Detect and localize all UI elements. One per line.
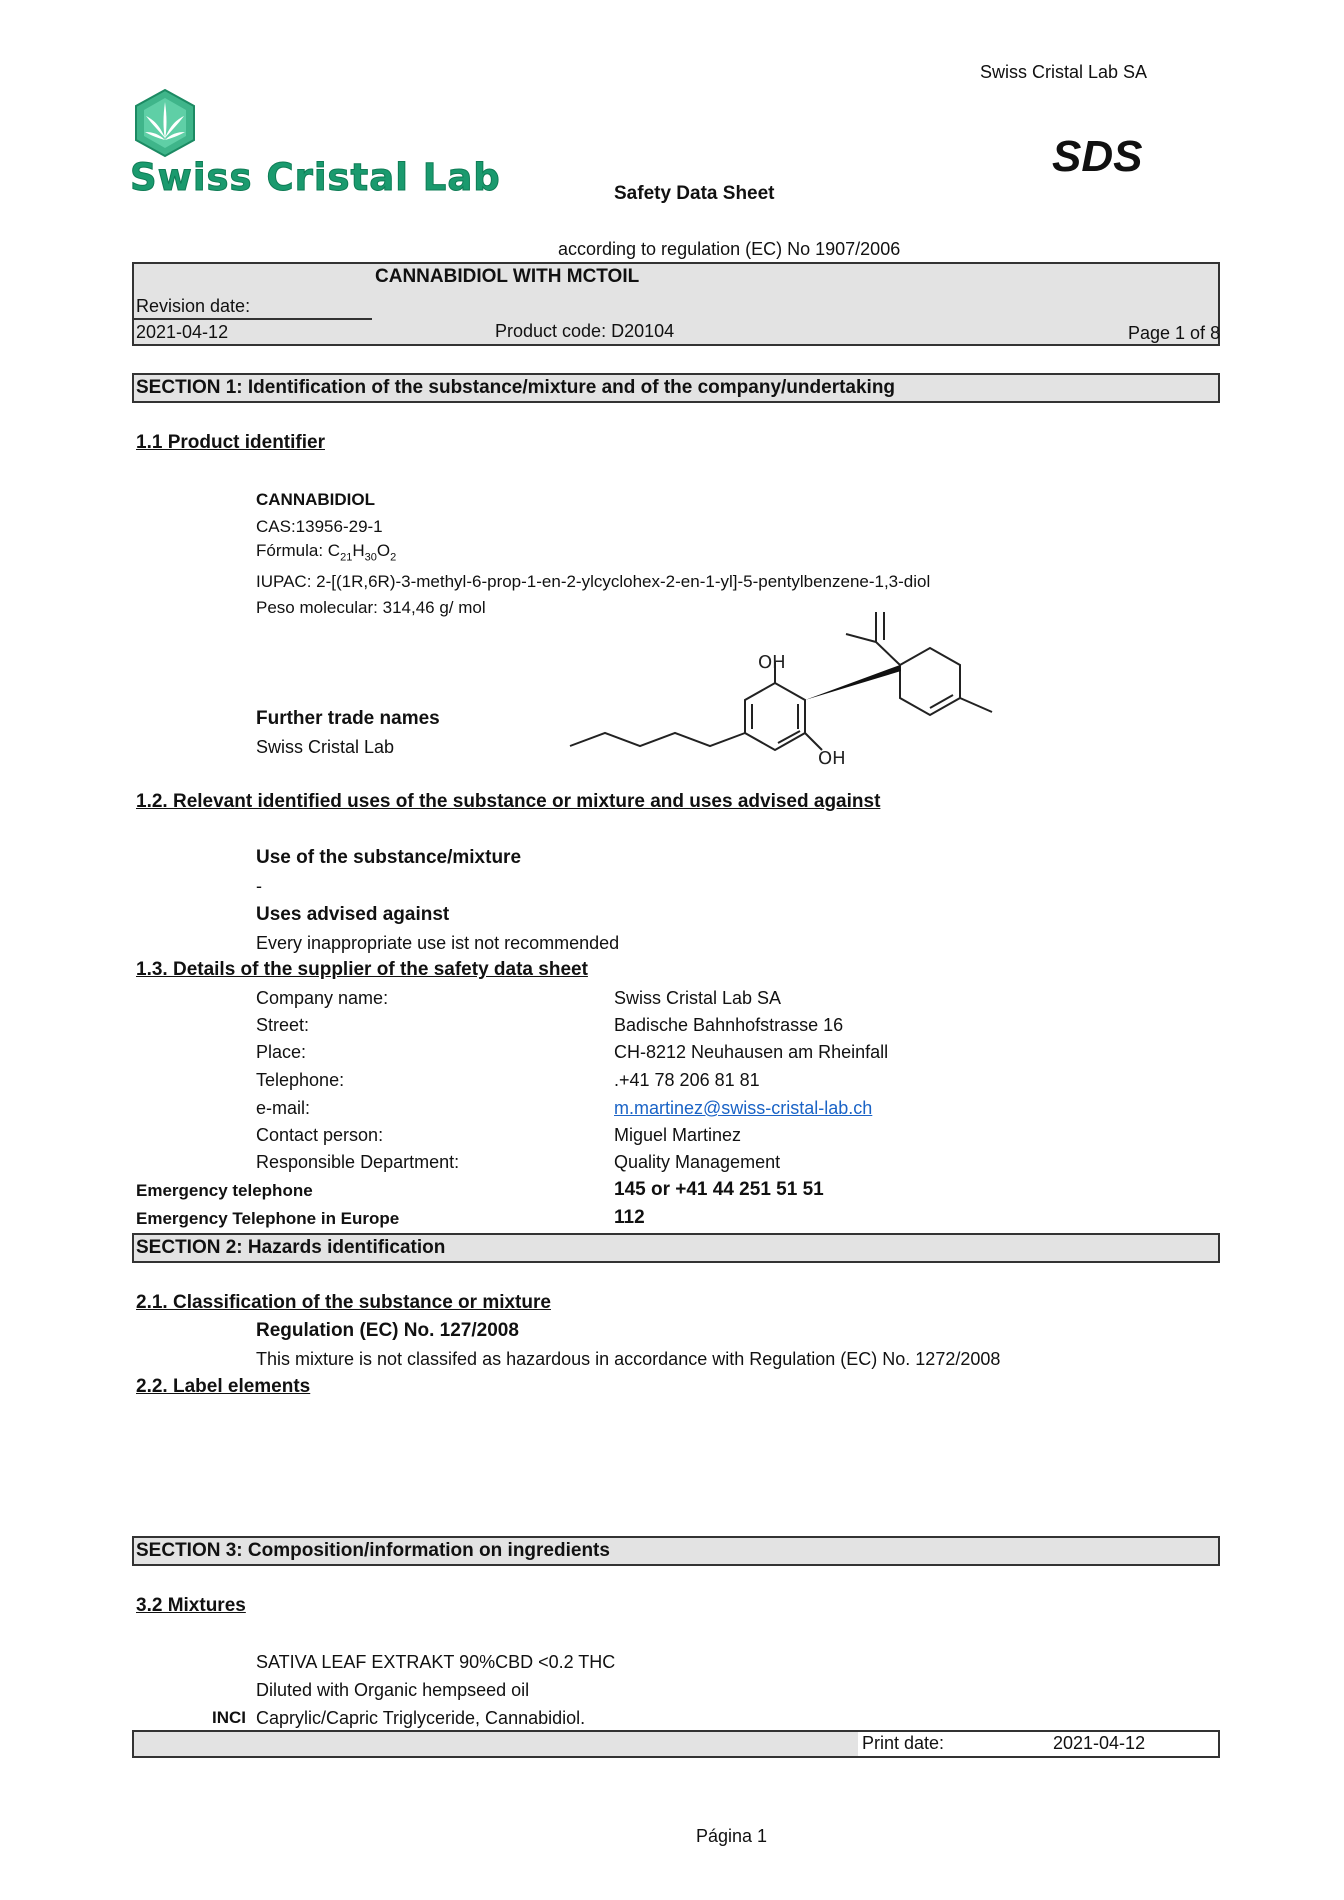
- section-2-2-title: 2.2. Label elements: [136, 1376, 311, 1397]
- supplier-label: e-mail:: [256, 1098, 311, 1118]
- section-1-1-title: 1.1 Product identifier: [136, 432, 325, 453]
- supplier-value: .+41 78 206 81 81: [614, 1070, 760, 1090]
- iupac-name: IUPAC: 2-[(1R,6R)-3-methyl-6-prop-1-en-2-ylcyclohex-2-en-1-yl]-5-pentylbenzene-1,3-diol: [256, 572, 931, 591]
- inci-label: INCI: [212, 1708, 246, 1727]
- sheet-title: Safety Data Sheet: [614, 183, 775, 204]
- header-box: [132, 262, 1220, 346]
- revision-underline: [134, 318, 372, 320]
- sds-label: SDS: [1052, 132, 1143, 181]
- supplier-value: Swiss Cristal Lab SA: [614, 988, 782, 1008]
- uses-advised-value: Every inappropriate use ist not recommended: [256, 933, 620, 953]
- regulation-title: Regulation (EC) No. 127/2008: [256, 1320, 519, 1341]
- oh-top-label: OH: [758, 652, 786, 673]
- substance-name: CANNABIDIOL: [256, 490, 375, 509]
- emergency-eu-value: 112: [614, 1207, 645, 1228]
- mixture-line-2: Diluted with Organic hempseed oil: [256, 1680, 530, 1700]
- use-value: -: [256, 876, 262, 896]
- cannabidiol-structure-diagram: [560, 600, 1020, 770]
- section-1-2-title: 1.2. Relevant identified uses of the substance or mixture and uses advised against: [136, 791, 881, 812]
- section-3-2-title: 3.2 Mixtures: [136, 1595, 246, 1616]
- trade-names-title: Further trade names: [256, 708, 440, 729]
- uses-advised-title: Uses advised against: [256, 904, 450, 925]
- supplier-label: Place:: [256, 1042, 307, 1062]
- regulation-text: This mixture is not classifed as hazardous in accordance with Regulation (EC) No. 1272/2008: [256, 1349, 1001, 1369]
- supplier-value: Badische Bahnhofstrasse 16: [614, 1015, 844, 1035]
- email-link[interactable]: m.martinez@swiss-cristal-lab.ch: [614, 1098, 873, 1118]
- supplier-value: Miguel Martinez: [614, 1125, 742, 1145]
- product-name: CANNABIDIOL WITH MCTOIL: [375, 266, 640, 287]
- regulation-text: according to regulation (EC) No 1907/2006: [558, 239, 901, 259]
- use-title: Use of the substance/mixture: [256, 847, 522, 868]
- revision-label: Revision date:: [136, 296, 251, 316]
- logo-text: Swiss Cristal Lab: [130, 156, 501, 199]
- supplier-label: Telephone:: [256, 1070, 345, 1090]
- section-1-3-title: 1.3. Details of the supplier of the safety data sheet: [136, 959, 588, 980]
- supplier-value: CH-8212 Neuhausen am Rheinfall: [614, 1042, 889, 1062]
- oh-bottom-label: OH: [818, 748, 846, 769]
- print-date-value: 2021-04-12: [1053, 1733, 1146, 1753]
- trade-names-value: Swiss Cristal Lab: [256, 737, 395, 757]
- company-name-top: Swiss Cristal Lab SA: [980, 62, 1148, 82]
- emergency-label: Emergency telephone: [136, 1181, 313, 1200]
- molecular-weight: Peso molecular: 314,46 g/ mol: [256, 598, 486, 617]
- formula: Fórmula: $C_{21}H_{30}O_2$: [256, 541, 397, 564]
- supplier-label: Contact person:: [256, 1125, 384, 1145]
- inci-value: Caprylic/Capric Triglyceride, Cannabidiol.: [256, 1708, 586, 1728]
- section-2-1-title: 2.1. Classification of the substance or mixture: [136, 1292, 551, 1313]
- cas-number: CAS:13956-29-1: [256, 517, 383, 536]
- supplier-label: Street:: [256, 1015, 310, 1035]
- cannabis-leaf-logo-icon: [130, 88, 200, 158]
- section3-title: SECTION 3: Composition/information on ingredients: [136, 1540, 610, 1561]
- emergency-value: 145 or +41 44 251 51 51: [614, 1179, 824, 1200]
- page-number: Página 1: [696, 1826, 768, 1846]
- supplier-label: Company name:: [256, 988, 389, 1008]
- page-of: Page 1 of 8: [1128, 323, 1221, 343]
- section2-title: SECTION 2: Hazards identification: [136, 1237, 446, 1258]
- revision-date: 2021-04-12: [136, 322, 229, 342]
- mixture-line-1: SATIVA LEAF EXTRAKT 90%CBD <0.2 THC: [256, 1652, 616, 1672]
- print-date-label: Print date:: [862, 1733, 945, 1753]
- supplier-value: Quality Management: [614, 1152, 781, 1172]
- supplier-label: Responsible Department:: [256, 1152, 460, 1172]
- emergency-eu-label: Emergency Telephone in Europe: [136, 1209, 400, 1228]
- section1-title: SECTION 1: Identification of the substance/mixture and of the company/undertaking: [136, 377, 896, 398]
- product-code: Product code: D20104: [495, 321, 675, 341]
